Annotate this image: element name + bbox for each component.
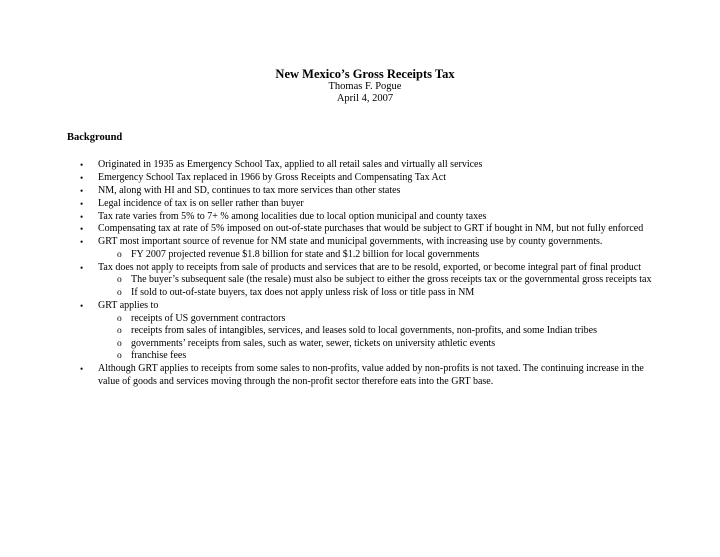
- author: Thomas F. Pogue: [328, 81, 402, 92]
- sub-bullet-icon: o: [117, 275, 122, 286]
- list-item-text: Compensating tax at rate of 5% imposed on out-of-state purchases that would be subject to GRT if bought in NM, but not fully enforced: [98, 223, 644, 235]
- list-item-text: Although GRT applies to receipts from some sales to non-profits, value added by non-profits is not taxed. The continuing increase in the value of goods and services moving through the non-profit sector therefore eats into the GRT base.: [98, 363, 644, 387]
- document-title: New Mexico’s Gross Receipts Tax: [275, 67, 455, 81]
- bullet-icon: •: [80, 172, 84, 183]
- sub-list: [98, 249, 660, 262]
- bullet-icon: •: [80, 224, 84, 235]
- list-item-text: NM, along with HI and SD, continues to tax more services than other states: [98, 184, 401, 196]
- section-heading: Background: [67, 132, 123, 143]
- bullet-icon: •: [80, 300, 84, 311]
- sub-list-item-text: FY 2007 projected revenue $1.8 billion for state and $1.2 billion for local governments: [131, 248, 480, 260]
- list-item-text: Originated in 1935 as Emergency School Tax, applied to all retail sales and virtually all services: [98, 159, 483, 170]
- list-item-text: Legal incidence of tax is on seller rather than buyer: [98, 197, 304, 209]
- list-item-text: Tax does not apply to receipts from sale of products and services that are to be resold, exported, or become integral part of final product: [98, 261, 642, 273]
- sub-list-item: [98, 249, 660, 262]
- bullet-icon: •: [80, 198, 84, 209]
- list-item-text: GRT most important source of revenue for NM state and municipal governments, with increasing use by county governments.: [98, 236, 603, 248]
- sub-list-item: [98, 338, 660, 351]
- list-item-text: Emergency School Tax replaced in 1966 by Gross Receipts and Compensating Tax Act: [98, 171, 446, 183]
- sub-list-item-text: The buyer’s subsequent sale (the resale) must also be subject to either the gross receipts tax or the governmental gross receipts tax: [131, 274, 652, 286]
- bullet-icon: •: [80, 237, 84, 248]
- sub-bullet-icon: o: [117, 351, 122, 362]
- sub-list-item-text: receipts from sales of intangibles, services, and leases sold to local governments, non-profits, and some Indian tribes: [131, 325, 597, 337]
- sub-list-item-text: franchise fees: [131, 350, 187, 362]
- list-item: [0, 262, 720, 300]
- list-item: [0, 172, 720, 185]
- sub-list-item: [98, 287, 660, 300]
- list-item-text: GRT applies to: [98, 299, 159, 311]
- list-item-text: Tax rate varies from 5% to 7+ % among localities due to local option municipal and county taxes: [98, 210, 487, 222]
- list-item: [0, 363, 720, 388]
- sub-list-item-text: receipts of US government contractors: [131, 312, 286, 324]
- list-item: [0, 159, 720, 172]
- sub-bullet-icon: o: [117, 249, 122, 260]
- date: April 4, 2007: [336, 93, 394, 104]
- bullet-list: [0, 159, 720, 389]
- sub-list: [98, 274, 660, 299]
- sub-list-item: [98, 350, 660, 363]
- bullet-icon: •: [80, 262, 84, 273]
- sub-bullet-icon: o: [117, 288, 122, 299]
- bullet-icon: •: [80, 185, 84, 196]
- list-item: [0, 223, 720, 236]
- bullet-icon: •: [80, 160, 84, 170]
- list-item: [0, 185, 720, 198]
- sub-bullet-icon: o: [117, 313, 122, 324]
- list-item: [0, 300, 720, 363]
- list-item: [0, 236, 720, 261]
- sub-bullet-icon: o: [117, 326, 122, 337]
- sub-list-item: [98, 313, 660, 326]
- sub-list-item: [98, 325, 660, 338]
- bullet-icon: •: [80, 211, 84, 222]
- bullet-icon: •: [80, 364, 84, 375]
- sub-list: [98, 313, 660, 363]
- sub-list-item: [98, 274, 660, 287]
- title-block: [0, 67, 720, 105]
- sub-list-item-text: governments’ receipts from sales, such as water, sewer, tickets on university athletic events: [131, 337, 496, 349]
- sub-list-item-text: If sold to out-of-state buyers, tax does not apply unless risk of loss or title pass in NM: [131, 287, 475, 299]
- list-item: [0, 211, 720, 224]
- list-item: [0, 198, 720, 211]
- sub-bullet-icon: o: [117, 338, 122, 349]
